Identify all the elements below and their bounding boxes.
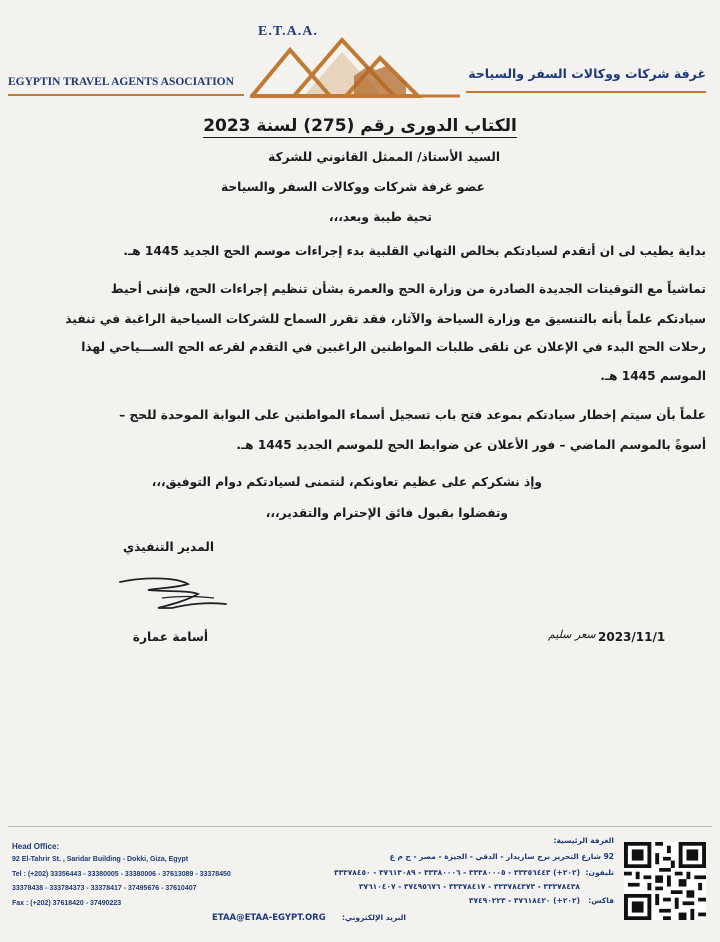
- closing-line-1: وإذ نشكركم على عظيم تعاونكم، لنتمنى لسيادتكم دوام التوفيق،،،: [151, 475, 542, 489]
- paragraph-2-line-4: الموسم 1445 هـ.: [600, 369, 706, 383]
- recipient-line-2: عضو غرفة شركات ووكالات السفر والسياحة: [220, 180, 485, 194]
- paragraph-2-line-2: سيادتكم علماً بأنه بالتنسيق مع وزارة السياحة والآثار، فقد تقرر السماح للشركات السياحية الراغبة في تنفيذ: [65, 312, 706, 326]
- paragraph-3-line-1: علماً بأن سيتم إخطار سيادتكم بموعد فتح باب تسجيل أسماء المواطنين على البوابة الموحدة للحج –: [119, 408, 706, 422]
- signer-role: المدير التنفيذي: [122, 540, 214, 554]
- date-handwritten-note: سعر سليم: [548, 628, 596, 641]
- header-divider-left: [8, 94, 244, 96]
- footer-tel-line-1: Tel : (+202) 33356443 - 33380005 - 33380006 - 37613089 - 33378450: [12, 871, 231, 878]
- footer-email[interactable]: ETAA@ETAA-EGYPT.ORG: [212, 913, 326, 923]
- paragraph-2-line-1: تماشياً مع التوقيتات الجديدة الصادرة من وزارة الحج والعمرة بشأن تنظيم إجراءات الحج، فإننى أحيط: [110, 282, 706, 296]
- paragraph-1: بداية يطيب لى ان أتقدم لسيادتكم بخالص التهاني القلبية بدء إجراءات موسم الحج الجديد 1445 هـ.: [123, 244, 706, 258]
- pyramids-logo: [250, 36, 462, 98]
- org-abbreviation: E.T.A.A.: [258, 24, 318, 39]
- header-divider-right: [466, 91, 706, 93]
- closing-line-2: وتفضلوا بقبول فائق الإحترام والتقدير،،،: [265, 506, 508, 520]
- document-date: 2023/11/1: [598, 630, 666, 644]
- document-title-text: الكتاب الدورى رقم (275) لسنة 2023: [203, 116, 517, 136]
- greeting: تحية طيبة وبعد،،،: [329, 210, 432, 224]
- footer-fax: Fax : (+202) 37618420 - 37490223: [12, 900, 122, 907]
- signer-name: أسامة عمارة: [132, 630, 208, 644]
- qr-code-icon[interactable]: [624, 842, 706, 920]
- footer-divider: [8, 826, 712, 827]
- handwritten-signature: [118, 574, 230, 614]
- org-arabic-name: غرفة شركات ووكالات السفر والسياحة: [468, 66, 706, 81]
- footer-ar-fax: (٢٠٢+) ٣٧٦١٨٤٢٠ - ٣٧٤٩٠٢٢٣: [468, 896, 580, 905]
- footer-ar-head-label: الغرفة الرئيسية:: [553, 836, 614, 845]
- org-english-name: EGYPTIN TRAVEL AGENTS ASOCIATION: [8, 76, 234, 88]
- footer-ar-fax-label: فاكس:: [588, 896, 614, 905]
- footer-ar-tel-label: تليفون:: [585, 868, 614, 877]
- footer-ar-address: 92 شارع التحرير برج ساريدار - الدقي - الجيزة - مصر - ج م ع: [389, 852, 614, 861]
- document-title: [0, 116, 720, 136]
- recipient-line-1: السيد الأستاذ/ الممثل القانوني للشركة: [268, 150, 500, 164]
- footer-ar-tel-2: ٣٣٣٧٨٤٣٨ - ٣٣٣٧٨٤٣٧٣ - ٣٣٣٧٨٤١٧ - ٣٧٤٩٥٦٧٦ - ٣٧٦١٠٤٠٧: [358, 882, 580, 891]
- footer-tel-line-2: 33378438 - 333784373 - 33378417 - 37495676 - 37610407: [12, 885, 197, 892]
- paragraph-2-line-3: رحلات الحج البدء في الإعلان عن تلقى طلبات المواطنين الراغبين في التقدم لقرعه الحج الســـياحي لهذا: [81, 340, 706, 354]
- footer-email-label: البريد الإلكتروني:: [342, 913, 406, 922]
- head-office-label: Head Office:: [12, 842, 60, 851]
- footer-ar-tel-1: (٢٠٢+) ٣٣٣٥٦٤٤٣ - ٣٣٣٨٠٠٠٥ - ٣٣٣٨٠٠٠٦ - ٣٧٦١٣٠٨٩ - ٣٣٣٧٨٤٥٠: [334, 868, 580, 877]
- footer-address: 92 El-Tahrir St. , Saridar Building - Dokki, Giza, Egypt: [12, 856, 189, 863]
- paragraph-3-line-2: أسوةً بالموسم الماضي – فور الأعلان عن ضوابط الحج للموسم الجديد 1445 هـ.: [236, 438, 706, 452]
